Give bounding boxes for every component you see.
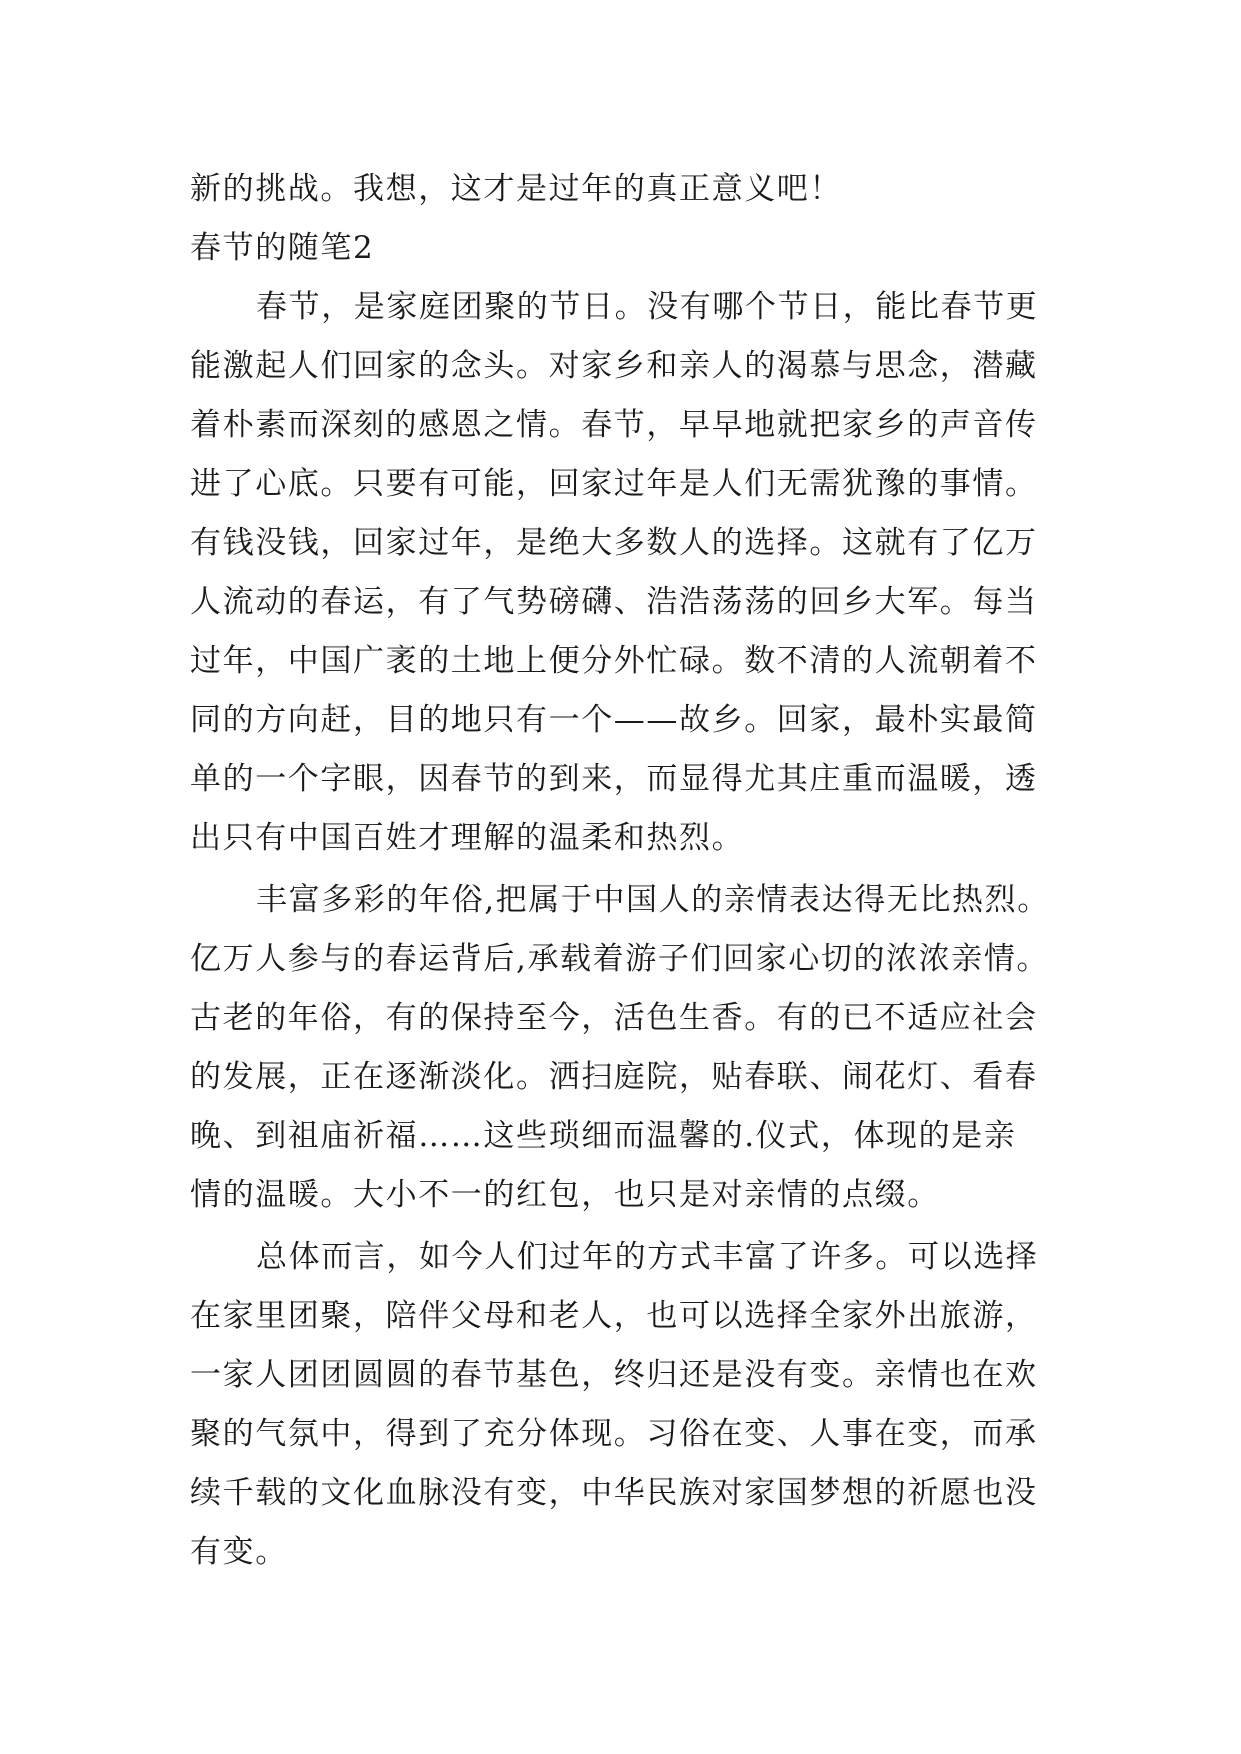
text-line: 同的方向赶，目的地只有一个——故乡。回家，最朴实最简 xyxy=(190,702,1038,738)
text-line: 亿万人参与的春运背后,承载着游子们回家心切的浓浓亲情。 xyxy=(190,941,1050,977)
text-line: 续千载的文化血脉没有变，中华民族对家国梦想的祈愿也没 xyxy=(190,1475,1038,1511)
text-line: 过年，中国广袤的土地上便分外忙碌。数不清的人流朝着不 xyxy=(190,643,1038,679)
text-line: 古老的年俗，有的保持至今，活色生香。有的已不适应社会 xyxy=(190,1000,1038,1036)
text-line: 能激起人们回家的念头。对家乡和亲人的渴慕与思念，潜藏 xyxy=(190,348,1038,384)
text-line: 出只有中国百姓才理解的温柔和热烈。 xyxy=(190,820,745,856)
text-line: 春节，是家庭团聚的节日。没有哪个节日，能比春节更 xyxy=(256,289,1039,325)
section-heading: 春节的随笔2 xyxy=(190,230,375,266)
document-body xyxy=(190,160,1070,1582)
paragraph-2 xyxy=(190,871,1070,1225)
paragraph-1 xyxy=(190,278,1070,868)
text-line: 进了心底。只要有可能，回家过年是人们无需犹豫的事情。 xyxy=(190,466,1038,502)
text-line: 总体而言，如今人们过年的方式丰富了许多。可以选择 xyxy=(256,1239,1039,1275)
text-line: 情的温暖。大小不一的红包，也只是对亲情的点缀。 xyxy=(190,1177,940,1213)
text-line: 单的一个字眼，因春节的到来，而显得尤其庄重而温暖，透 xyxy=(190,761,1038,797)
text-line: 人流动的春运，有了气势磅礴、浩浩荡荡的回乡大军。每当 xyxy=(190,584,1038,620)
text-line: 新的挑战。我想，这才是过年的真正意义吧！ xyxy=(190,171,842,207)
paragraph-3 xyxy=(190,1228,1070,1582)
text-line: 在家里团聚，陪伴父母和老人，也可以选择全家外出旅游， xyxy=(190,1298,1038,1334)
text-line: 有变。 xyxy=(190,1534,288,1570)
text-line: 有钱没钱，回家过年，是绝大多数人的选择。这就有了亿万 xyxy=(190,525,1038,561)
text-line: 聚的气氛中，得到了充分体现。习俗在变、人事在变，而承 xyxy=(190,1416,1038,1452)
text-line: 丰富多彩的年俗,把属于中国人的亲情表达得无比热烈。 xyxy=(256,882,1050,918)
text-line: 着朴素而深刻的感恩之情。春节，早早地就把家乡的声音传 xyxy=(190,407,1038,443)
text-line: 晚、到祖庙祈福……这些琐细而温馨的.仪式，体现的是亲 xyxy=(190,1118,1017,1154)
text-line: 一家人团团圆圆的春节基色，终归还是没有变。亲情也在欢 xyxy=(190,1357,1038,1393)
text-line: 的发展，正在逐渐淡化。洒扫庭院，贴春联、闹花灯、看春 xyxy=(190,1059,1038,1095)
